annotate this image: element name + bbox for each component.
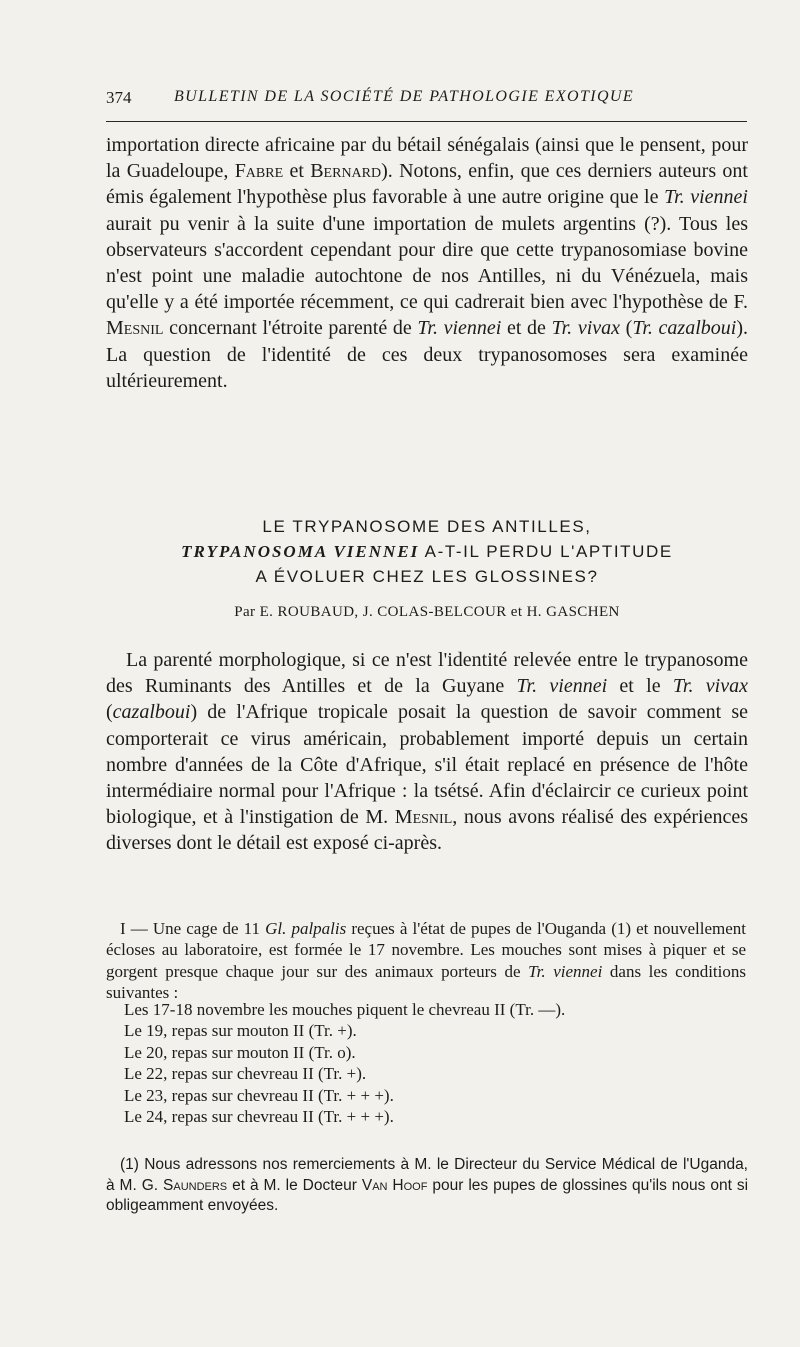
page-header (106, 88, 746, 112)
article-title-line-3: A ÉVOLUER CHEZ LES GLOSSINES? (255, 567, 599, 586)
text-run: ( (620, 317, 633, 340)
feeding-log-line: Le 19, repas sur mouton II (Tr. +). (124, 1021, 357, 1041)
title-text: A-T-IL PERDU L'APTITUDE (419, 542, 673, 561)
text-run: I — Une cage de 11 (120, 919, 266, 938)
article-title-line-2 (106, 539, 748, 564)
text-run: La parenté morphologique, si ce n'est l'identité relevée entre le trypanosome des Ruminants des Antilles et de la Guyane (106, 649, 748, 698)
footnote (106, 1155, 748, 1217)
author-name: Bernard (310, 160, 382, 183)
feeding-log (124, 999, 565, 1127)
author-name: Van Hoof (361, 1176, 428, 1194)
feeding-log-line: Les 17-18 novembre les mouches piquent le chevreau II (Tr. —). (124, 1000, 566, 1019)
species-name: cazalboui (112, 701, 191, 724)
text-run: dans les conditions suivantes : (106, 961, 746, 1003)
text-run: et (283, 160, 311, 183)
text-run: ). La question de l'identité de ces deux trypanosomoses sera examinée ultérieurement. (106, 317, 749, 392)
species-name: Tr. viennei (417, 317, 502, 340)
feeding-log-line: Le 22, repas sur chevreau II (Tr. +). (124, 1064, 367, 1084)
text-run: pour les pupes de glossines qu'ils nous ont si obligeamment envoyées. (106, 1176, 749, 1214)
text-run: et à M. le Docteur (227, 1176, 362, 1194)
author-name: Mesnil (394, 806, 453, 829)
text-run: et de (501, 317, 552, 340)
running-title: BULLETIN DE LA SOCIÉTÉ DE PATHOLOGIE EXOTIQUE (174, 88, 635, 105)
feeding-log-line: Le 23, repas sur chevreau II (Tr. + + +). (124, 1085, 394, 1105)
text-run: et le (607, 675, 673, 698)
author-name: Fabre (234, 160, 284, 183)
text-run: (1) Nous adressons nos remerciements à M. le Directeur du Service Médical de l'Uganda, à M. G. (106, 1156, 748, 1194)
intro-paragraph (106, 132, 748, 394)
feeding-log-line: Le 20, repas sur mouton II (Tr. o). (124, 1042, 356, 1062)
author-name: Saunders (163, 1176, 228, 1194)
title-species: TRYPANOSOMA VIENNEI (181, 542, 420, 561)
text-run: ) de l'Afrique tropicale posait la question de savoir comment se comporterait ce virus américain, probablement importé depuis un certain nombre d'années de la Côte d'Afrique, s'il était replacé en présence de l'hôte intermédiaire normal pour l'Afrique : la tsétsé. Afin d'éclaircir ce curieux point biologique, et à l'instigation de M. (106, 701, 748, 829)
text-run: concernant l'étroite parenté de (163, 317, 418, 340)
species-name: Tr. viennei (516, 675, 608, 698)
text-run: ( (106, 701, 113, 724)
feeding-log-line: Le 24, repas sur chevreau II (Tr. + + +). (124, 1107, 394, 1127)
species-name: Tr. vivax (672, 675, 748, 698)
body-paragraph (106, 647, 748, 857)
text-run: , nous avons réalisé des expériences diverses dont le détail est exposé ci-après. (106, 806, 748, 855)
species-name: Tr. vivax (551, 317, 621, 340)
species-name: Gl. palpalis (265, 919, 347, 938)
header-rule (106, 121, 747, 122)
text-run: ). Notons, enfin, que ces derniers auteurs ont émis également l'hypothèse plus favorable à une autre origine que le (106, 160, 748, 209)
article-authors: Par E. ROUBAUD, J. COLAS-BELCOUR et H. GASCHEN (234, 604, 620, 620)
text-run: aurait pu venir à la suite d'une importation de mulets argentins (?). Tous les observateurs s'accordent cependant pour dire que cette trypanosomiase bovine n'est point une maladie autochtone de nos Antilles, ni du Vénézuela, mais qu'elle y a été importée récemment, ce qui cadrerait bien avec l'hypothèse de F. (106, 212, 748, 314)
text-run: reçues à l'état de pupes de l'Ouganda (1) et nouvellement écloses au laboratoire, est formée le 17 novembre. Les mouches sont mises à piquer et se gorgent presque chaque jour sur des animaux porteurs de (106, 919, 746, 981)
section-1-paragraph (106, 918, 746, 1004)
text-run: importation directe africaine par du bétail sénégalais (ainsi que le pensent, pour la Guadeloupe, (106, 134, 748, 183)
species-name: Tr. cazalboui (632, 317, 737, 340)
article-title-line-1: LE TRYPANOSOME DES ANTILLES, (262, 517, 592, 536)
author-name: Mesnil (106, 317, 164, 340)
species-name: Tr. viennei (528, 961, 603, 981)
page-number: 374 (106, 88, 132, 107)
species-name: Tr. viennei (664, 186, 748, 209)
